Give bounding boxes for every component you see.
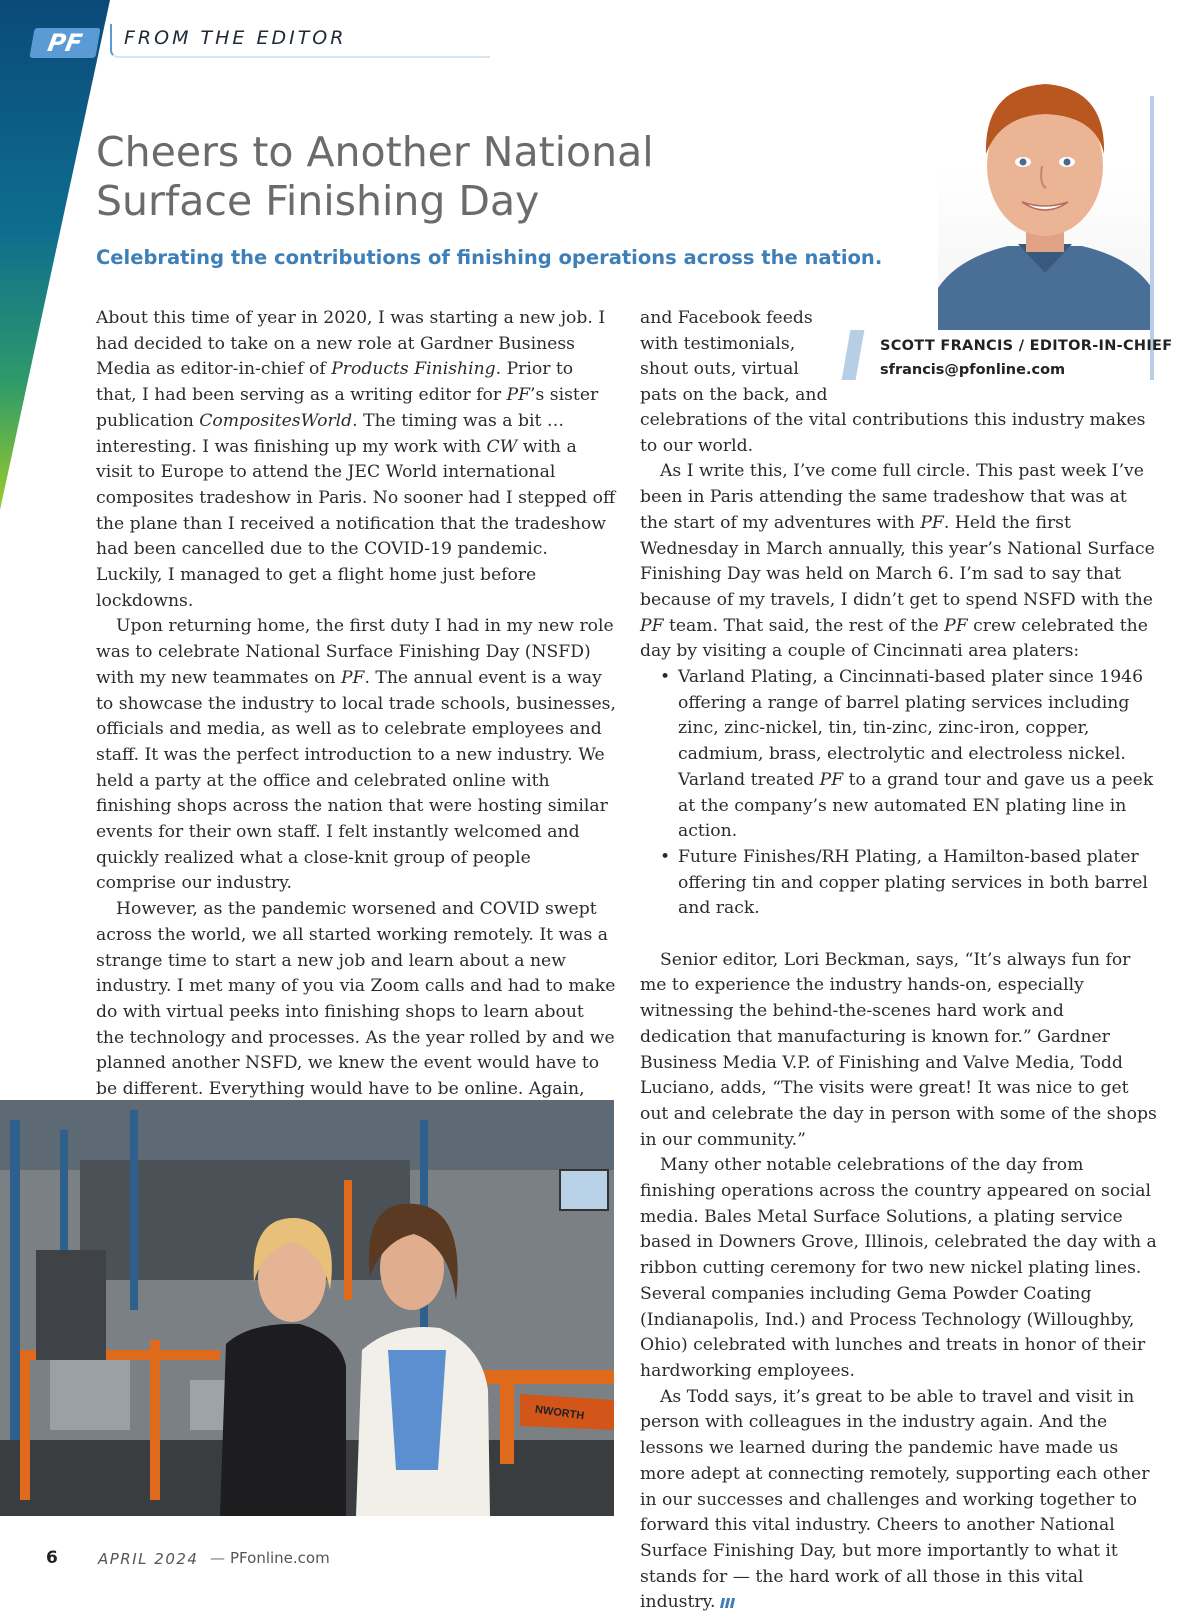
end-of-article-icon — [720, 1598, 736, 1608]
paragraph-3: However, as the pandemic worsened and COVID swept across the world, we all started working remotely. It was a strange time to start a new job and learn about a new industry. I met many of you via Zoom calls and had to make do with virtual peeks into finishing shops to learn about the technology and processes. As the year rolled by and we planned another NSFD, we knew the event would have to be different. Everything would have to be online. Again, — [96, 899, 616, 1100]
paragraph-6: Many other notable celebrations of the day from finishing operations across the country appeared on social media. Bales Metal Surface Solutions, a plating service based in Downers Grove, Illinois, celebrated the day with a ribbon cutting ceremony for two new nickel plating lines. Several companies including Gema Powder Coating (Indianapolis, Ind.) and Process Technology (Willoughby, Ohio) celebrated with lunches and treats in honor of their hardworking employees. — [640, 1155, 1157, 1381]
list-item: • Future Finishes/RH Plating, a Hamilton-based plater offering tin and copper plating services in both barrel and rack. — [678, 845, 1160, 922]
paragraph-5: Senior editor, Lori Beckman, says, “It’s always fun for me to experience the industry hands-on, especially witnessing the behind-the-scenes hard work and dedication that manufacturing is known for.” Gardner Business Media V.P. of Finishing and Valve Media, Todd Luciano, adds, “The visits were great! It was nice to get out and celebrate the day in person with some of the shops in our community.” — [640, 949, 1157, 1150]
article-subhead: Celebrating the contributions of finishing operations across the nation. — [96, 246, 883, 269]
byline-accent-tab — [842, 330, 865, 380]
edge-color-stripe — [0, 0, 110, 510]
plating-line-photo-illustration — [0, 1100, 614, 1516]
footer-separator: — — [210, 1549, 225, 1567]
pf-logo-badge: PF — [29, 28, 100, 58]
right-column-top — [640, 306, 840, 409]
paragraph-4: As I write this, I’ve come full circle. This past week I’ve been in Paris attending the same tradeshow that was at the start of my adventures with PF. Held the first Wednesday in March annually, this year’s National Surface Finishing Day was held on March 6. I’m sad to say that because of my travels, I didn’t get to spend NSFD with the PF team. That said, the rest of the PF crew celebrated the day by visiting a couple of Cincinnati area platers: — [640, 461, 1155, 662]
paragraph-1: About this time of year in 2020, I was starting a new job. I had decided to take on a new role at Gardner Business Media as editor-in-chief of Products Finishing. Prior to that, I had been serving as a writing editor for PF’s sister publication CompositesWorld. The timing was a bit … interesting. I was finishing up my work with CW with a visit to Europe to attend the JEC World international composites tradeshow in Paris. No sooner had I stepped off the plane than I received a notification that the tradeshow had been cancelled due to the COVID-19 pandemic. Luckily, I managed to get a flight home just before lockdowns. — [96, 308, 616, 611]
paragraph-continuation-bottom: celebrations of the vital contributions this industry makes to our world. — [640, 410, 1146, 456]
paragraph-continuation-top: and Facebook feeds with testimonials, shout outs, virtual pats on the back, and — [640, 308, 828, 406]
byline-author-name: SCOTT FRANCIS / EDITOR-IN-CHIEF — [880, 338, 1173, 354]
article-photo — [0, 1100, 614, 1516]
byline-email-link[interactable]: sfrancis@pfonline.com — [880, 362, 1066, 378]
footer-website-link[interactable]: PFonline.com — [230, 1549, 330, 1567]
page-number: 6 — [46, 1548, 58, 1568]
author-portrait — [938, 58, 1152, 330]
paragraph-7: As Todd says, it’s great to be able to travel and visit in person with colleagues in the industry again. And the lessons we learned during the pandemic have made us more adept at connecting remotely, supporting each other in our successes and challenges and working together to forward this vital industry. Cheers to another National Surface Finishing Day, but more importantly to what it stands for — the hard work of all those in this vital industry. — [640, 1386, 1150, 1613]
article-headline: Cheers to Another National Surface Finishing Day — [96, 128, 654, 225]
paragraph-spacer — [640, 922, 1160, 948]
author-portrait-illustration — [938, 58, 1152, 330]
list-item: • Varland Plating, a Cincinnati-based plater since 1946 offering a range of barrel plating services including zinc, zinc-nickel, tin, tin-zinc, zinc-iron, copper, cadmium, brass, electrolytic and electroless nickel. Varland treated PF to a grand tour and gave us a peek at the company’s new automated EN plating line in action. — [678, 665, 1160, 845]
paragraph-2: Upon returning home, the first duty I had in my new role was to celebrate National Surface Finishing Day (NSFD) with my new teammates on PF. The annual event is a way to showcase the industry to local trade schools, businesses, officials and media, as well as to celebrate employees and staff. It was the perfect introduction to a new industry. We held a party at the office and celebrated online with finishing shops across the nation that were hosting similar events for their own staff. I felt instantly welcomed and quickly realized what a close-knit group of people comprise our industry. — [96, 616, 616, 894]
issue-date: APRIL 2024 — [98, 1550, 199, 1568]
section-label: FROM THE EDITOR — [124, 27, 347, 49]
photo-sign-text: NWORTH — [534, 1403, 585, 1423]
right-column — [640, 408, 1160, 1616]
left-column — [96, 306, 616, 1154]
plater-list — [640, 665, 1160, 922]
